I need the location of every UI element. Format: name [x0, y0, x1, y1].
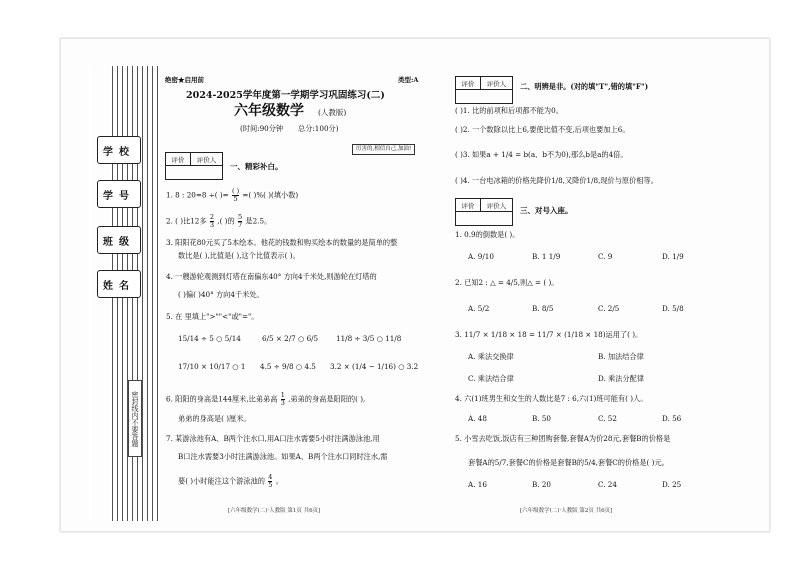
choice-4-a: A. 48	[468, 414, 487, 423]
type-label: 类型:A	[398, 76, 419, 84]
footer-left: [六年级数学(二)·人教版 第1页 共6页]	[228, 508, 321, 514]
exam-edition: (人教版)	[318, 108, 347, 117]
choice-4-b: B. 50	[532, 414, 551, 423]
choice-5-line1: 5. 小雪去吃饭,饭店有三种团购套餐,套餐A为价28元,套餐B的价格是	[455, 434, 671, 443]
choice-5-b: B. 20	[532, 480, 551, 489]
exam-title: 六年级数学	[234, 103, 304, 119]
judge-3: ( )3. 如果a + 1/4 = b(a、b不为0),那么b是a的4倍。	[455, 150, 628, 159]
choice-4-d: D. 56	[662, 414, 682, 423]
choice-5-line2: 套餐A的5/7,套餐C的价格是套餐B的5/4,套餐C的价格是( )元。	[468, 458, 669, 467]
q6-line2: 弟弟的身高是( )厘米。	[178, 414, 251, 423]
q3-line2: 数比是( ),比值是( ),这个比值表示( )。	[178, 251, 300, 260]
choice-2-d: D. 5/8	[662, 304, 684, 313]
q5-r1-c: 11/8 ÷ 3/5 ○ 11/8	[336, 334, 402, 343]
section-2-title: 二、明辨是非。(对的填"T",错的填"F")	[520, 82, 649, 91]
q3-line1: 3. 阳阳花80元买了5本绘本。他花的钱数和购买绘本的数量的是简单的整	[166, 238, 398, 247]
choice-3-c: C. 乘法结合律	[468, 374, 514, 383]
choice-3: 3. 11/7 × 1/18 × 18 = 11/7 × (1/18 × 18)运用了( )。	[455, 330, 643, 339]
choice-3-b: B. 加法结合律	[598, 352, 644, 361]
choice-1-d: D. 1/9	[662, 252, 684, 261]
encourage-stamp: 厉害的,相信自己,加油!	[352, 144, 415, 155]
score-col1: 评价	[166, 153, 191, 166]
exam-subtitle: 2024-2025学年度第一学期学习巩固练习(二)	[186, 90, 385, 101]
choice-5-d: D. 25	[662, 480, 682, 489]
q1-tail: =( )%( )(填小数)	[242, 190, 299, 200]
choice-5-c: C. 24	[598, 480, 617, 489]
judge-4: ( )4. 一台电冰箱的价格先降价1/8,又降价1/8,现价与原价相等。	[455, 176, 658, 185]
field-class: 班级	[97, 226, 141, 254]
exam-time: (时间:90分钟	[240, 124, 284, 133]
q5-r1-a: 15/14 ÷ 5 ○ 5/14	[178, 334, 241, 343]
field-school: 学校	[97, 136, 141, 164]
q5-r2-c: 3.2 × (1/4 − 1/16) ○ 3.2	[330, 362, 419, 371]
field-student-id: 学号	[97, 180, 141, 208]
footer-right: [六年级数学(二)·人教版 第2页 共6页]	[520, 508, 613, 514]
choice-1: 1. 0.9的倒数是( )。	[455, 230, 520, 239]
q6-line1: 6. 阳阳的身高是144厘米,比弟弟高 $\frac{1}{3}$ ,弟弟的身高是阳阳的( ),	[166, 391, 366, 407]
q5-r2-a: 17/10 × 10/17 ○ 1	[178, 362, 246, 371]
score-box-left	[165, 152, 223, 180]
choice-2-b: B. 8/5	[532, 304, 554, 313]
choice-5-a: A. 16	[468, 480, 487, 489]
score-box-right-2: 评价 评价人	[455, 198, 513, 226]
choice-4: 4. 六(1)班男生和女生的人数比是7 : 6,六(1)班可能有( )人。	[455, 394, 648, 403]
secret-label: 绝密★启用前	[165, 76, 204, 84]
choice-3-d: D. 乘法分配律	[598, 374, 645, 383]
q7-line2: B口注水需要3小时注满游泳池。如果A、B两个注水口同时注水,需	[178, 452, 388, 461]
choice-1-b: B. 1 1/9	[532, 252, 561, 261]
q1-frac: $\frac{( )}{5}$	[231, 187, 240, 203]
seal-note: 密封线内不要答题	[128, 380, 142, 457]
section-3-title: 三、对号入座。	[520, 206, 573, 215]
q4-line2: ( )偏( )40° 方向4千米处。	[178, 290, 264, 299]
field-name: 姓名	[97, 270, 141, 298]
judge-2: ( )2. 一个数除以比上6,要使比值不变,后项也要加上6。	[455, 125, 630, 134]
q4-line1: 4. 一艘游轮观测到灯塔在南偏东40° 方向4千米处,则游轮在灯塔的	[166, 272, 377, 281]
q7-line3: 要( )小时能注这个游泳池的 $\frac{4}{5}$ 。	[178, 473, 283, 489]
choice-2: 2. 已知2 : △ = 4/5,则△ = ( )。	[455, 278, 559, 287]
q5-title: 5. 在 里填上">""<"或"="。	[166, 312, 259, 321]
choice-2-c: C. 2/5	[598, 304, 620, 313]
q1-text: 1. 8 : 20=8 ÷( )=	[166, 190, 229, 200]
choice-3-a: A. 乘法交换律	[468, 352, 514, 361]
judge-1: ( )1. 比的前项和后项都不能为0。	[455, 106, 563, 115]
choice-4-c: C. 52	[598, 414, 617, 423]
choice-2-a: A. 5/2	[468, 304, 490, 313]
q2: 2. ( )比12多 $\frac{2}{3}$ ,( )的 $\frac{5}{7}$ 是2.5。	[166, 213, 272, 229]
choice-1-a: A. 9/10	[468, 252, 494, 261]
section-1-title: 一、精彩补白。	[230, 162, 283, 171]
q1	[166, 188, 298, 203]
score-box-right-1: 评价 评价人	[455, 76, 513, 104]
choice-1-c: C. 9	[598, 252, 613, 261]
exam-score: 总分:100分)	[298, 124, 339, 133]
q7-line1: 7. 某游泳池有A、B两个注水口,用A口注水需要5小时注满游泳池,用	[166, 434, 380, 443]
q5-r2-b: 4.5 ÷ 9/8 ○ 4.5	[260, 362, 316, 371]
q5-r1-b: 6/5 × 2/7 ○ 6/5	[262, 334, 319, 343]
score-col2: 评价人	[191, 153, 222, 166]
